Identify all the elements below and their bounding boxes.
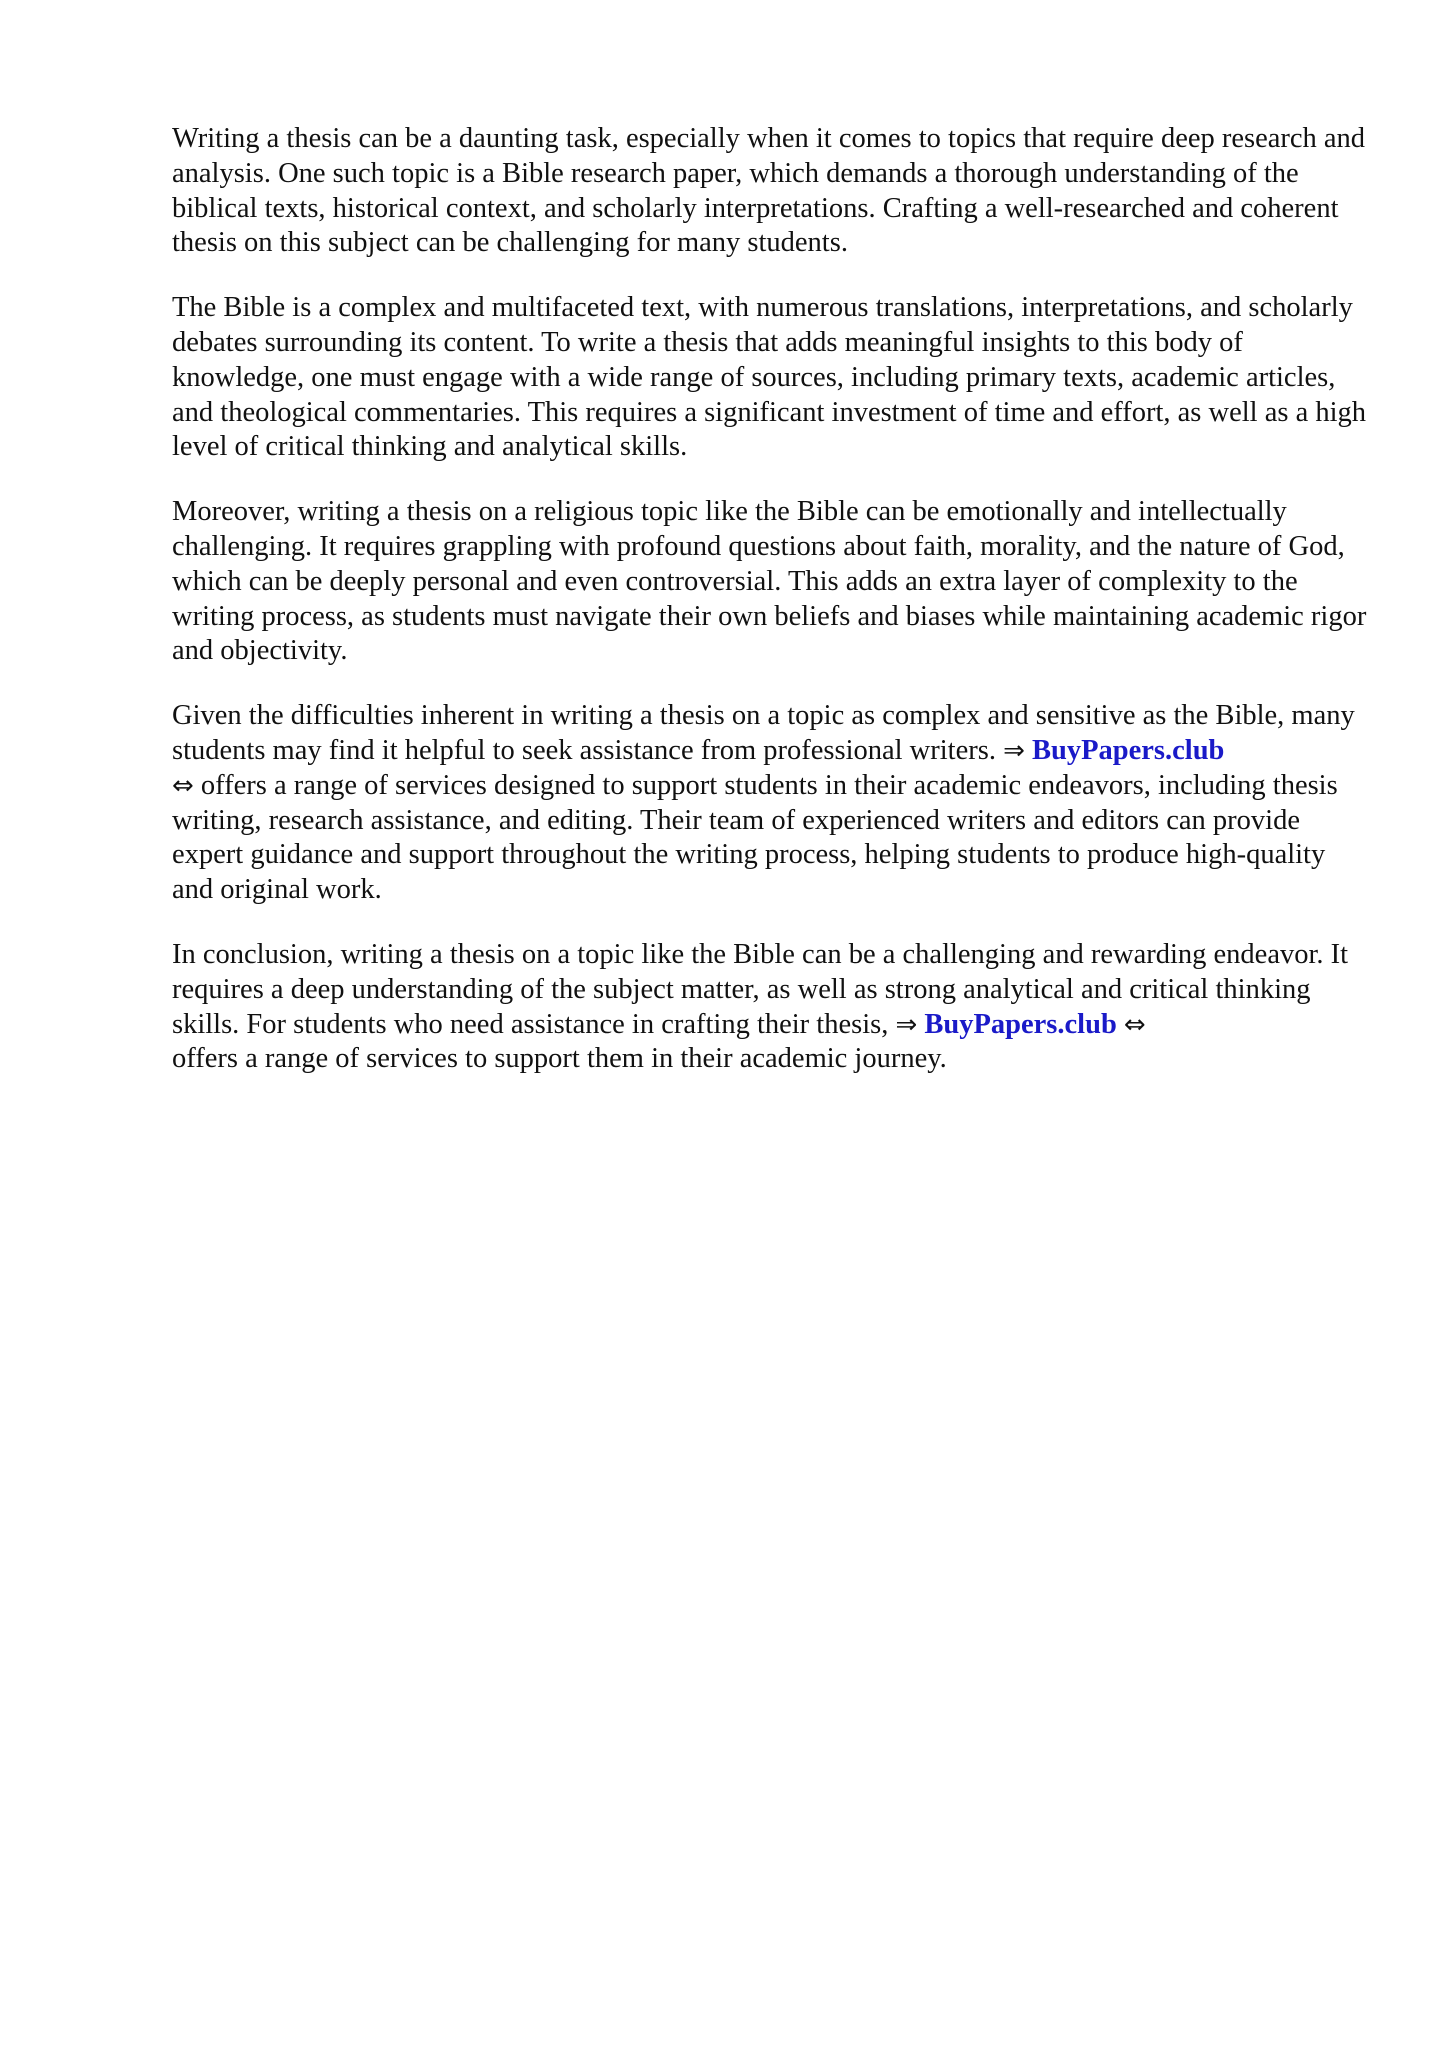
paragraph-religious-challenge: Moreover, writing a thesis on a religious topic like the Bible can be emotionally and intellectually challenging. It requires grappling with profound questions about faith, morality, and the nature of God, which can be deeply personal and even controversial. This adds an extra layer of complexity to the writing process, as students must navigate their own beliefs and biases while maintaining academic rigor and objectivity.: [172, 496, 1367, 667]
right-arrow-icon: ⇒: [895, 1009, 918, 1040]
paragraph-intro: Writing a thesis can be a daunting task, especially when it comes to topics that require deep research and analysis. One such topic is a Bible research paper, which demands a thorough understanding of the biblical texts, historical context, and scholarly interpretations. Crafting a well-researched and coherent thesis on this subject can be challenging for many students.: [172, 123, 1366, 259]
double-arrow-icon: ⇔: [1123, 1009, 1146, 1040]
paragraph-conclusion: [172, 938, 1372, 1077]
buypapers-link[interactable]: BuyPapers.club: [1032, 734, 1225, 766]
paragraph-assistance: [172, 699, 1372, 908]
right-arrow-icon: ⇒: [1003, 735, 1025, 766]
paragraph-text: Given the difficulties inherent in writing a thesis on a topic as complex and sensitive as the Bible, many students may find it helpful to seek assistance from professional writers.: [172, 700, 1355, 766]
paragraph-text: offers a range of services to support them in their academic journey.: [172, 1043, 947, 1075]
double-arrow-icon: ⇔: [172, 770, 194, 801]
buypapers-link[interactable]: BuyPapers.club: [924, 1008, 1117, 1040]
paragraph-text: In conclusion, writing a thesis on a topic like the Bible can be a challenging and rewarding endeavor. It requires a deep understanding of the subject matter, as well as strong analytical and critical thinking skills. For students who need assistance in crafting their thesis,: [172, 938, 1349, 1040]
paragraph-text: offers a range of services designed to support students in their academic endeavors, including thesis writing, research assistance, and editing. Their team of experienced writers and editors can provide expert guidance and support throughout the writing process, helping students to produce high-quality and original work.: [172, 769, 1338, 906]
document-body: [172, 122, 1372, 1107]
paragraph-bible-complexity: The Bible is a complex and multifaceted text, with numerous translations, interpretations, and scholarly debates surrounding its content. To write a thesis that adds meaningful insights to this body of knowledge, one must engage with a wide range of sources, including primary texts, academic articles, and theological commentaries. This requires a significant investment of time and effort, as well as a high level of critical thinking and analytical skills.: [172, 292, 1367, 463]
